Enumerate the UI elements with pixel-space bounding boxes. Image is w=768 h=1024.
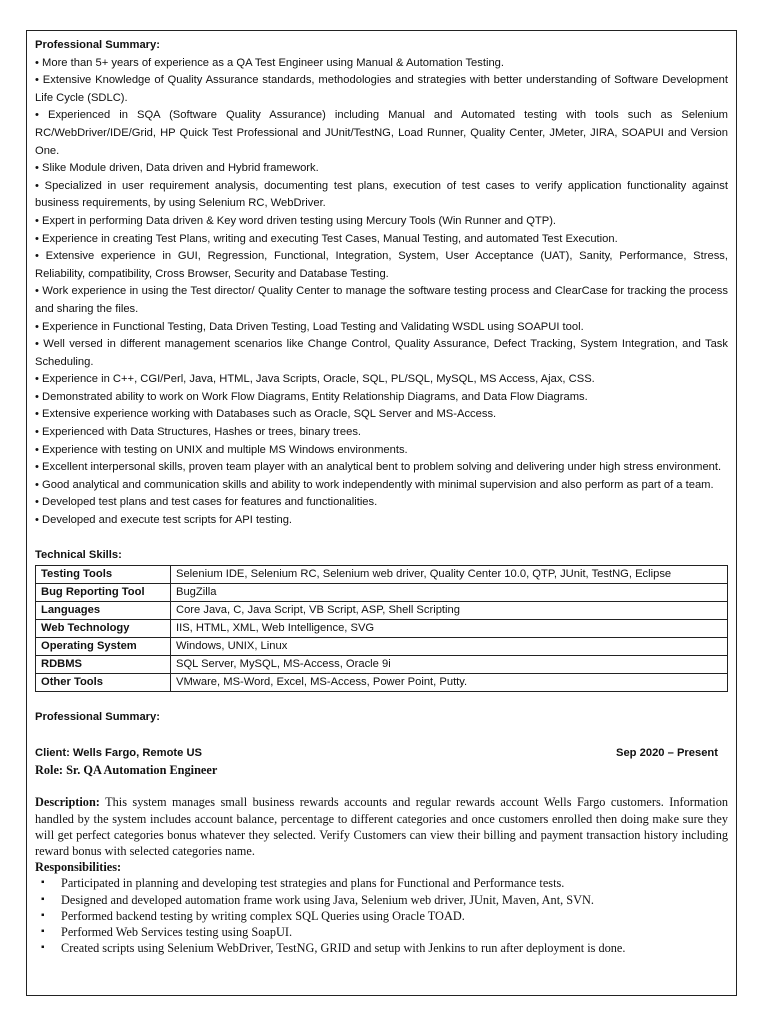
skill-category: Languages [36,601,171,619]
skill-category: Operating System [36,637,171,655]
summary-item: • Experience in Functional Testing, Data Driven Testing, Load Testing and Validating WSDL using SOAPUI tool. [35,319,728,337]
summary-item: • Developed and execute test scripts for API testing. [35,512,728,530]
summary-heading: Professional Summary: [35,39,160,51]
table-row [36,673,728,691]
summary-item: • Extensive Knowledge of Quality Assurance standards, methodologies and strategies with better understanding of Software Development Life Cycle (SDLC). [35,72,728,107]
summary-item: • More than 5+ years of experience as a QA Test Engineer using Manual & Automation Testing. [35,55,728,73]
summary-item: • Experienced in SQA (Software Quality Assurance) including Manual and Automated testing with tools such as Selenium RC/WebDriver/IDE/Grid, HP Quick Test Professional and JUnit/TestNG, Load Runner, Quality Center, JMeter, JIRA, SOAPUI and Version One. [35,107,728,160]
table-row [36,601,728,619]
summary-item: • Expert in performing Data driven & Key word driven testing using Mercury Tools (Win Runner and QTP). [35,213,728,231]
list-item: ▪ Participated in planning and developing test strategies and plans for Functional and Performance tests. [61,875,728,891]
list-item: ▪ Performed backend testing by writing complex SQL Queries using Oracle TOAD. [61,908,728,924]
summary-item: • Good analytical and communication skills and ability to work independently with minimal supervision and also perform as part of a team. [35,477,728,495]
summary-item: • Work experience in using the Test director/ Quality Center to manage the software testing process and ClearCase for tracking the process and sharing the files. [35,283,728,318]
summary-list [35,55,728,530]
table-row [36,619,728,637]
summary-item: • Demonstrated ability to work on Work Flow Diagrams, Entity Relationship Diagrams, and Data Flow Diagrams. [35,389,728,407]
skill-category: RDBMS [36,655,171,673]
summary-item: • Experience in C++, CGI/Perl, Java, HTML, Java Scripts, Oracle, SQL, PL/SQL, MySQL, MS Access, Ajax, CSS. [35,371,728,389]
summary-item: • Excellent interpersonal skills, proven team player with an analytical bent to problem solving and delivering under high stress environment. [35,459,728,477]
skill-category: Other Tools [36,673,171,691]
skill-value: SQL Server, MySQL, MS-Access, Oracle 9i [171,655,728,673]
summary-item: • Experience in creating Test Plans, writing and executing Test Cases, Manual Testing, and automated Test Execution. [35,231,728,249]
role-title: Role: Sr. QA Automation Engineer [35,763,218,778]
skill-value: BugZilla [171,583,728,601]
table-row [36,565,728,583]
skill-value: IIS, HTML, XML, Web Intelligence, SVG [171,619,728,637]
skill-value: VMware, MS-Word, Excel, MS-Access, Power Point, Putty. [171,673,728,691]
list-item: ▪ Created scripts using Selenium WebDriver, TestNG, GRID and setup with Jenkins to run after deployment is done. [61,940,728,956]
skill-category: Bug Reporting Tool [36,583,171,601]
table-row [36,637,728,655]
client-row [35,745,728,763]
list-item: ▪ Designed and developed automation frame work using Java, Selenium web driver, JUnit, Maven, Ant, SVN. [61,892,728,908]
list-item: ▪ Performed Web Services testing using SoapUI. [61,924,728,940]
table-row [36,655,728,673]
skill-value: Core Java, C, Java Script, VB Script, ASP, Shell Scripting [171,601,728,619]
summary-item: • Extensive experience working with Databases such as Oracle, SQL Server and MS-Access. [35,406,728,424]
responsibilities-heading: Responsibilities: [35,860,122,875]
skills-heading: Technical Skills: [35,549,122,562]
summary-item: • Well versed in different management scenarios like Change Control, Quality Assurance, Defect Tracking, System Integration, and Task Scheduling. [35,336,728,371]
table-row [36,583,728,601]
description-text: This system manages small business rewards accounts and regular rewards account Wells Fargo customers. Information handled by the system includes account balance, percentage to different categories and once customers enrolled then doing make sure they will get perfect categories bonus whatever they selected. Verify Customers can view their billing and payment transaction history including reward bonus with selected categories name. [35,795,728,858]
skills-table [35,565,728,692]
resume-page [26,30,737,996]
skill-category: Web Technology [36,619,171,637]
skill-value: Selenium IDE, Selenium RC, Selenium web driver, Quality Center 10.0, QTP, JUnit, TestNG, Eclipse [171,565,728,583]
summary-item: • Experience with testing on UNIX and multiple MS Windows environments. [35,442,728,460]
employment-dates: Sep 2020 – Present [616,746,718,759]
responsibilities-list [35,875,728,956]
summary-item: • Developed test plans and test cases for features and functionalities. [35,494,728,512]
summary-item: • Experienced with Data Structures, Hashes or trees, binary trees. [35,424,728,442]
experience-heading: Professional Summary: [35,711,160,724]
skill-category: Testing Tools [36,565,171,583]
summary-item: • Extensive experience in GUI, Regression, Functional, Integration, System, User Acceptance (UAT), Sanity, Performance, Stress, Reliability, compatibility, Cross Browser, Security and Database Testing. [35,248,728,283]
summary-item: • Specialized in user requirement analysis, documenting test plans, execution of test cases to verify application functionality against business requirements, by using Selenium RC, WebDriver. [35,178,728,213]
client-name: Client: Wells Fargo, Remote US [35,746,203,759]
description [35,794,728,859]
description-label: Description: [35,795,100,810]
summary-item: • Slike Module driven, Data driven and Hybrid framework. [35,160,728,178]
skill-value: Windows, UNIX, Linux [171,637,728,655]
